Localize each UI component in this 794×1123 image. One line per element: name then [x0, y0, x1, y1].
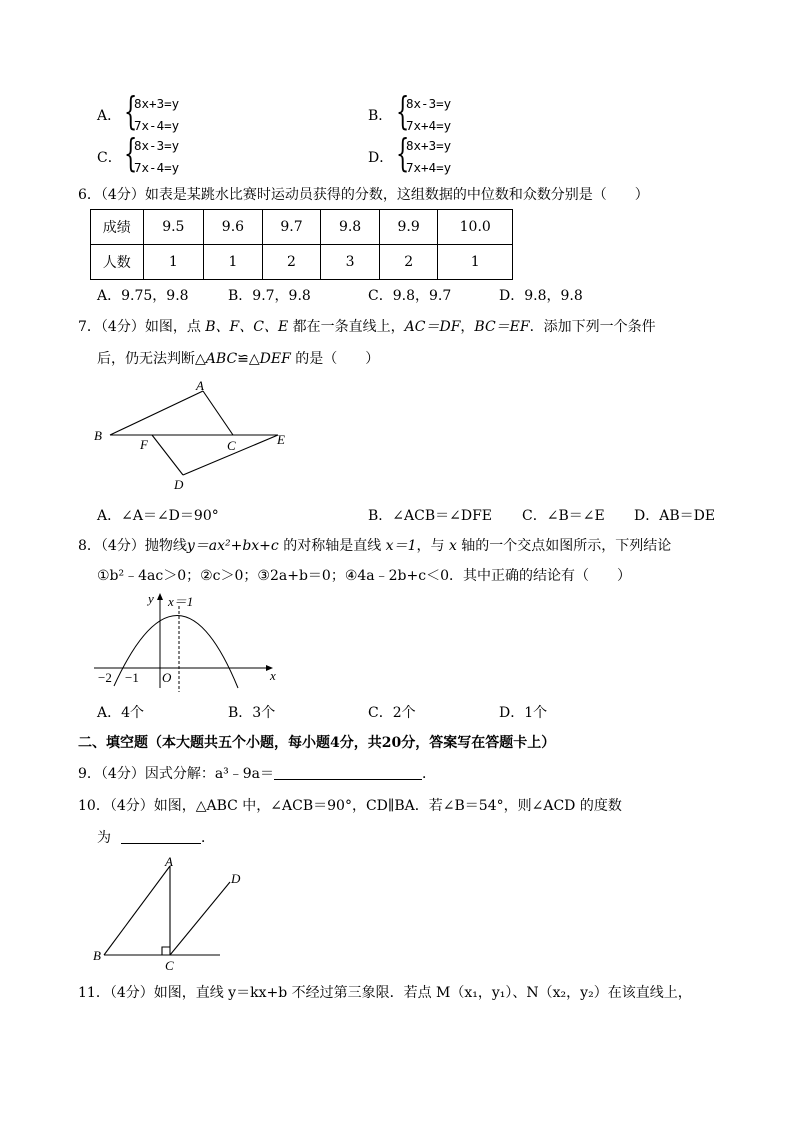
table-cell: 2	[379, 245, 438, 280]
q8-option-c: C．2个	[368, 705, 416, 721]
table-row	[91, 210, 513, 245]
text: 都在一条直线上，	[288, 319, 405, 335]
text: 7．（4分）如图，点	[78, 319, 206, 335]
score-table	[90, 209, 513, 280]
label-d: D	[174, 477, 184, 492]
equation-1: 8x-3=y	[406, 96, 452, 111]
label-d: D	[231, 871, 241, 886]
q8-option-a: A．4个	[97, 705, 145, 721]
option-letter: B．	[368, 108, 393, 124]
equation-2: 7x+4=y	[406, 160, 452, 175]
label-a: A	[165, 854, 173, 869]
label-f: F	[140, 437, 148, 452]
table-cell: 1	[143, 245, 204, 280]
points: B、F、C、E	[205, 319, 289, 335]
answer-blank[interactable]	[121, 829, 201, 844]
condition: BC＝EF	[474, 319, 530, 335]
equation-1: 8x+3=y	[406, 138, 452, 153]
text: ．添加下列一个条件	[529, 319, 656, 335]
equation-2: 7x-4=y	[134, 118, 180, 133]
q10-stem-line2	[97, 829, 215, 847]
table-row-head: 人数	[91, 245, 144, 280]
table-cell: 9.8	[321, 210, 380, 245]
option-letter: C．	[97, 150, 122, 166]
variable: x	[448, 538, 457, 554]
q8-figure	[90, 588, 290, 696]
q9-stem	[78, 765, 436, 783]
label-c: C	[165, 958, 174, 973]
table-cell: 10.0	[438, 210, 513, 245]
equation: y＝ax²+bx+c	[186, 538, 279, 554]
table-cell: 9.7	[262, 210, 321, 245]
system-brace: {	[124, 89, 138, 133]
q7-stem-line2	[97, 350, 379, 368]
table-cell: 2	[262, 245, 321, 280]
equation: x＝1	[385, 538, 417, 554]
label-minus-one: −1	[125, 670, 139, 685]
equation-1: 8x-3=y	[134, 138, 180, 153]
q7-option-d: D．AB＝DE	[634, 508, 716, 524]
q8-stem-line2: ①b²﹣4ac＞0；②c＞0；③2a+b＝0；④4a﹣2b+c＜0．其中正确的结论有（ ）	[97, 568, 631, 584]
text: ，	[460, 319, 475, 335]
q6-option-d: D．9.8，9.8	[499, 288, 583, 304]
triangle: DEF	[259, 351, 291, 367]
text: 9．（4分）因式分解：a³﹣9a＝	[78, 766, 275, 782]
system-brace: {	[124, 131, 138, 175]
q8-stem-line1	[78, 537, 671, 555]
triangle: ABC	[205, 351, 238, 367]
table-cell: 1	[438, 245, 513, 280]
section-heading: 二、填空题（本大题共五个小题，每小题4分，共20分，答案写在答题卡上）	[78, 735, 556, 751]
table-cell: 3	[321, 245, 380, 280]
table-row-head: 成绩	[91, 210, 144, 245]
table-cell: 9.6	[204, 210, 263, 245]
text: ，与	[416, 538, 449, 554]
q10-figure	[90, 852, 250, 974]
q7-option-b: B．∠ACB＝∠DFE	[368, 508, 493, 524]
label-axis-of-symmetry: x＝1	[168, 594, 194, 609]
table-cell: 1	[204, 245, 263, 280]
q6-option-c: C．9.8，9.7	[368, 288, 452, 304]
equation-1: 8x+3=y	[134, 96, 180, 111]
q8-option-b: B．3个	[228, 705, 276, 721]
text: 的对称轴是直线	[278, 538, 386, 554]
q6-option-b: B．9.7，9.8	[228, 288, 311, 304]
label-b: B	[93, 948, 101, 963]
table-cell: 9.5	[143, 210, 204, 245]
text: ．	[422, 766, 437, 782]
table-cell: 9.9	[379, 210, 438, 245]
q6-option-a: A．9.75，9.8	[97, 288, 189, 304]
system-brace: {	[396, 89, 410, 133]
text: 后，仍无法判断△	[97, 351, 206, 367]
label-c: C	[227, 438, 236, 453]
q6-stem: 6．（4分）如表是某跳水比赛时运动员获得的分数，这组数据的中位数和众数分别是（ ）	[78, 187, 649, 203]
q10-stem-line1: 10．（4分）如图，△ABC 中，∠ACB＝90°，CD∥BA．若∠B＝54°，则∠ACD 的度数	[78, 798, 622, 814]
equation-2: 7x-4=y	[134, 160, 180, 175]
table-row	[91, 245, 513, 280]
label-y: y	[148, 591, 154, 606]
equation-2: 7x+4=y	[406, 118, 452, 133]
text: ．	[201, 830, 215, 846]
system-brace: {	[396, 131, 410, 175]
q7-option-a: A．∠A＝∠D＝90°	[97, 508, 219, 524]
option-letter: A．	[97, 108, 122, 124]
condition: AC＝DF	[404, 319, 461, 335]
label-x: x	[270, 668, 276, 683]
text: ≌△	[237, 351, 260, 367]
text: 的是（ ）	[290, 351, 380, 367]
label-b: B	[94, 428, 102, 443]
q8-option-d: D．1个	[499, 705, 548, 721]
text: 为	[97, 830, 111, 846]
answer-blank[interactable]	[274, 765, 422, 780]
q7-option-c: C．∠B＝∠E	[522, 508, 605, 524]
text: 8．（4分）抛物线	[78, 538, 187, 554]
label-minus-two: −2	[98, 670, 112, 685]
q7-figure	[90, 378, 300, 493]
q7-stem-line1	[78, 318, 656, 336]
text: 轴的一个交点如图所示，下列结论	[456, 538, 672, 554]
option-letter: D．	[368, 150, 394, 166]
label-e: E	[277, 432, 285, 447]
label-a: A	[196, 378, 204, 393]
label-origin: O	[162, 670, 172, 685]
q11-stem: 11．（4分）如图，直线 y＝kx+b 不经过第三象限．若点 M（x₁，y₁）、N（x₂，y₂）在该直线上，	[78, 985, 692, 1001]
